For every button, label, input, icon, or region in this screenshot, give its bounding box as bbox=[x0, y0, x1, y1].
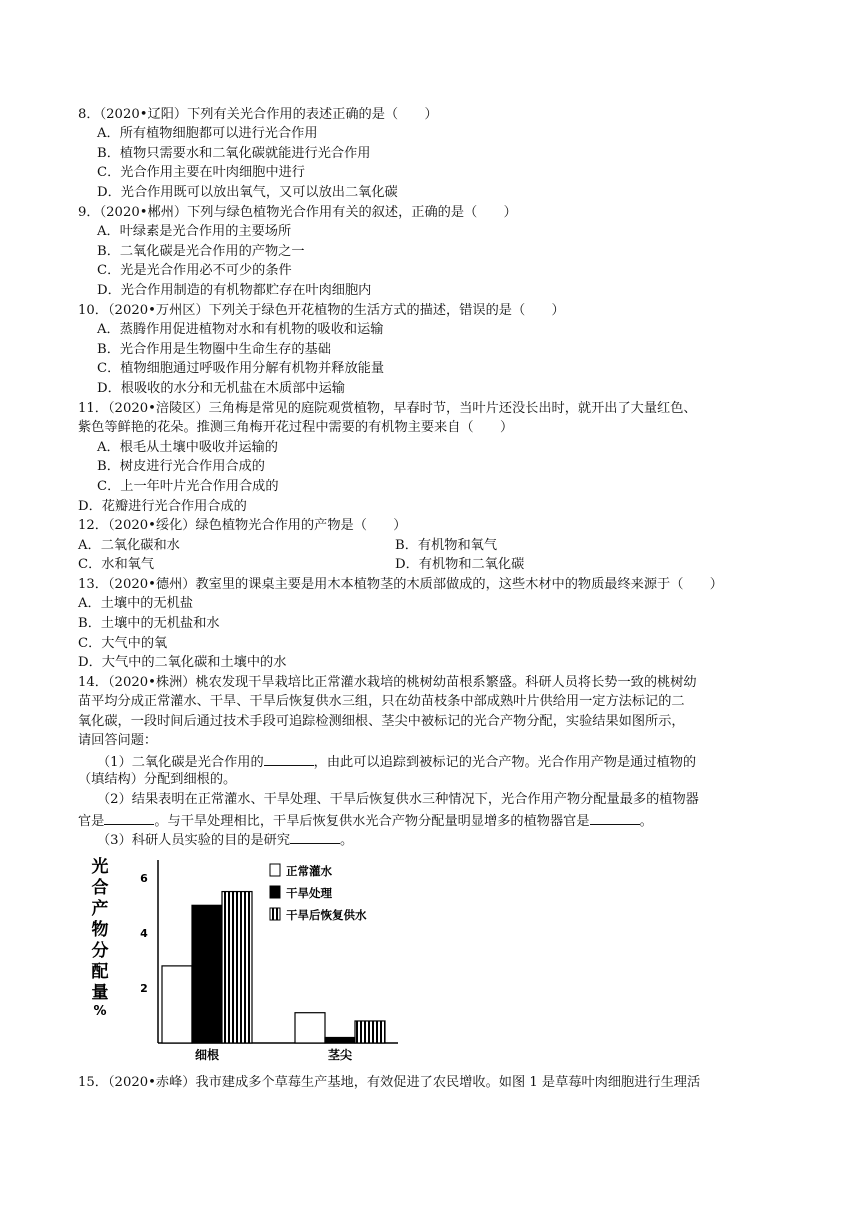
part1-text-b: ，由此可以追踪到被标记的光合产物。光合作用产物是通过植物的 bbox=[313, 755, 697, 770]
question-8-option-c: C．光合作用主要在叶肉细胞中进行 bbox=[97, 165, 305, 180]
legend-swatch bbox=[270, 886, 280, 898]
y-tick-label: 4 bbox=[140, 926, 148, 940]
bar-fine-root-series-3 bbox=[222, 892, 252, 1043]
answer-blank-1[interactable] bbox=[264, 751, 314, 766]
question-8-stem: 8．（2020•辽阳）下列有关光合作用的表述正确的是（ ） bbox=[78, 107, 438, 122]
question-12-option-d: D．有机物和二氧化碳 bbox=[395, 557, 525, 572]
y-axis-label-char: 光 bbox=[91, 857, 109, 877]
y-axis-label-char: 产 bbox=[91, 899, 109, 919]
question-13-option-c: C．大气中的氧 bbox=[78, 636, 168, 651]
bar-fine-root-series-2 bbox=[192, 905, 222, 1043]
question-11-option-d: D．花瓣进行光合作用合成的 bbox=[78, 499, 247, 514]
answer-blank-2[interactable] bbox=[104, 810, 154, 825]
question-14-part3 bbox=[97, 829, 353, 851]
question-12-option-c: C．水和氧气 bbox=[78, 557, 155, 572]
question-14-stem-line3: 氧化碳，一段时间后通过技术手段可追踪检测细根、茎尖中被标记的光合产物分配，实验结果如图所示， bbox=[78, 714, 685, 729]
y-axis-label-char: 配 bbox=[91, 962, 109, 982]
question-14-part1-line2: （填结构）分配到细根的。 bbox=[78, 772, 237, 787]
y-axis-unit: % bbox=[93, 1004, 107, 1019]
question-11-stem-line2: 紫色等鲜艳的花朵。推测三角梅开花过程中需要的有机物主要来自（ ） bbox=[78, 420, 514, 435]
question-14-stem-line1: 14．（2020•株洲）桃农发现干旱栽培比正常灌水栽培的桃树幼苗根系繁盛。科研人员将长势一致的桃树幼 bbox=[78, 675, 697, 690]
part2-text-b: 官是 bbox=[78, 814, 105, 829]
x-category-label: 细根 bbox=[194, 1048, 220, 1062]
question-11-option-a: A．根毛从土壤中吸收并运输的 bbox=[97, 440, 278, 455]
question-12-option-b: B．有机物和氧气 bbox=[395, 538, 498, 553]
part2-text-c: 。与干旱处理相比，干旱后恢复供水光合产物分配量明显增多的植物器官是 bbox=[154, 814, 590, 829]
question-10-option-a: A．蒸腾作用促进植物对水和有机物的吸收和运输 bbox=[97, 322, 384, 337]
question-13-option-b: B．土壤中的无机盐和水 bbox=[78, 616, 220, 631]
question-13-option-a: A．土壤中的无机盐 bbox=[78, 596, 194, 611]
bar-stem-tip-series-2 bbox=[325, 1037, 355, 1043]
y-axis-label-char: 物 bbox=[91, 920, 109, 940]
bar-stem-tip-series-3 bbox=[355, 1021, 385, 1043]
y-axis-label-char: 合 bbox=[91, 878, 109, 898]
part2-text-d: 。 bbox=[639, 814, 653, 829]
question-9-stem: 9．（2020•郴州）下列与绿色植物光合作用有关的叙述，正确的是（ ） bbox=[78, 205, 517, 220]
question-13-stem: 13．（2020•德州）教室里的课桌主要是用木本植物茎的木质部做成的，这些木材中的物质最终来源于（ ） bbox=[78, 577, 723, 592]
question-9-option-a: A．叶绿素是光合作用的主要场所 bbox=[97, 224, 292, 239]
question-12-stem: 12．（2020•绥化）绿色植物光合作用的产物是（ ） bbox=[78, 518, 407, 533]
question-8-option-a: A．所有植物细胞都可以进行光合作用 bbox=[97, 126, 318, 141]
y-axis-label-char: 分 bbox=[91, 941, 109, 961]
question-9-option-c: C．光是光合作用必不可少的条件 bbox=[97, 263, 292, 278]
question-9-option-b: B．二氧化碳是光合作用的产物之一 bbox=[97, 244, 305, 259]
question-10-option-d: D．根吸收的水分和无机盐在木质部中运输 bbox=[97, 381, 345, 396]
legend-label: 干旱处理 bbox=[286, 886, 332, 900]
question-15-stem: 15．（2020•赤峰）我市建成多个草莓生产基地，有效促进了农民增收。如图 1 是草莓叶肉细胞进行生理活 bbox=[78, 1075, 701, 1090]
question-10-stem: 10．（2020•万州区）下列关于绿色开花植物的生活方式的描述，错误的是（ ） bbox=[78, 303, 565, 318]
part3-text-a: （3）科研人员实验的目的是研究 bbox=[97, 833, 291, 848]
y-tick-label: 2 bbox=[140, 981, 148, 995]
y-axis-label-char: 量 bbox=[91, 983, 109, 1003]
question-10-option-b: B．光合作用是生物圈中生命生存的基础 bbox=[97, 342, 331, 357]
question-14-stem-line4: 请回答问题： bbox=[78, 733, 158, 748]
bar-stem-tip-series-1 bbox=[295, 1013, 325, 1043]
legend-label: 干旱后恢复供水 bbox=[286, 908, 367, 922]
question-11-stem-line1: 11．（2020•涪陵区）三角梅是常见的庭院观赏植物，早春时节，当叶片还没长出时，就开出了大量红色、 bbox=[78, 401, 697, 416]
question-8-option-d: D．光合作用既可以放出氧气，又可以放出二氧化碳 bbox=[97, 185, 398, 200]
answer-blank-3[interactable] bbox=[590, 810, 640, 825]
photosynthesis-distribution-chart bbox=[88, 850, 418, 1065]
question-10-option-c: C．植物细胞通过呼吸作用分解有机物并释放能量 bbox=[97, 361, 385, 376]
y-tick-label: 6 bbox=[140, 871, 148, 885]
question-14-stem-line2: 苗平均分成正常灌水、干旱、干旱后恢复供水三组，只在幼苗枝条中部成熟叶片供给用一定方法标记的二 bbox=[78, 694, 685, 709]
question-12-option-a: A．二氧化碳和水 bbox=[78, 538, 180, 553]
question-14-part2-line1: （2）结果表明在正常灌水、干旱处理、干旱后恢复供水三种情况下，光合作用产物分配量最多的植物器 bbox=[97, 792, 699, 807]
bar-fine-root-series-1 bbox=[162, 966, 192, 1043]
legend-swatch bbox=[270, 864, 280, 876]
question-8-option-b: B．植物只需要水和二氧化碳就能进行光合作用 bbox=[97, 146, 371, 161]
x-category-label: 茎尖 bbox=[327, 1048, 353, 1062]
part1-text-a: （1）二氧化碳是光合作用的 bbox=[97, 755, 264, 770]
question-13-option-d: D．大气中的二氧化碳和土壤中的水 bbox=[78, 655, 287, 670]
legend-label: 正常灌水 bbox=[286, 864, 332, 878]
legend-swatch bbox=[270, 908, 280, 920]
answer-blank-4[interactable] bbox=[290, 829, 340, 844]
part3-text-b: 。 bbox=[340, 833, 354, 848]
question-9-option-d: D．光合作用制造的有机物都贮存在叶肉细胞内 bbox=[97, 283, 372, 298]
question-11-option-c: C．上一年叶片光合作用合成的 bbox=[97, 479, 279, 494]
question-11-option-b: B．树皮进行光合作用合成的 bbox=[97, 459, 265, 474]
